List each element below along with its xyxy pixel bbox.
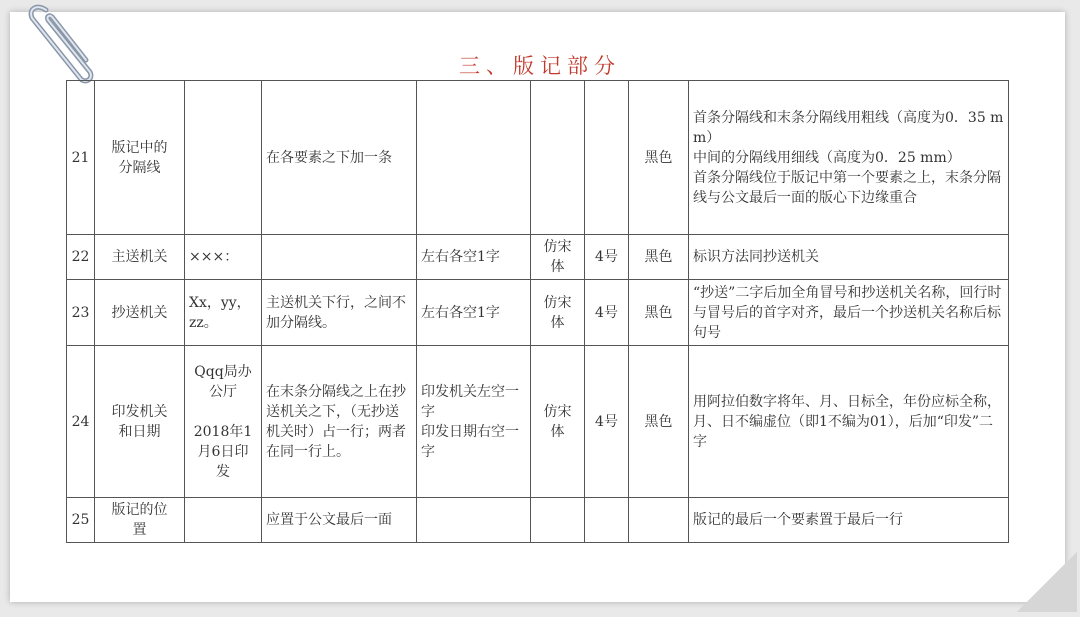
element-name: 版记的位 置 xyxy=(95,498,185,543)
element-note: 首条分隔线和末条分隔线用粗线（高度为0．35 mm） 中间的分隔线用细线（高度为0．25 mm） 首条分隔线位于版记中第一个要素之上，末条分隔线与公文最后一面的版心下边缘重合 xyxy=(689,81,1009,235)
element-margin: 左右各空1字 xyxy=(417,235,531,280)
table-row xyxy=(67,81,1009,235)
element-font: 仿宋 体 xyxy=(531,235,585,280)
element-size: 4号 xyxy=(585,280,629,346)
layout-table xyxy=(66,80,1009,543)
element-note: “抄送”二字后加全角冒号和抄送机关名称，回行时与冒号后的首字对齐，最后一个抄送机关名称后标句号 xyxy=(689,280,1009,346)
element-size xyxy=(585,81,629,235)
row-number: 24 xyxy=(67,346,95,498)
element-sample: Xx，yy， zz。 xyxy=(185,280,262,346)
row-number: 21 xyxy=(67,81,95,235)
element-size: 4号 xyxy=(585,235,629,280)
element-font: 仿宋 体 xyxy=(531,280,585,346)
element-name: 主送机关 xyxy=(95,235,185,280)
element-color: 黑色 xyxy=(629,280,689,346)
row-number: 25 xyxy=(67,498,95,543)
element-sample: Qqq局办 公厅 2018年1 月6日印 发 xyxy=(185,346,262,498)
element-margin: 左右各空1字 xyxy=(417,280,531,346)
element-font xyxy=(531,81,585,235)
element-note: 标识方法同抄送机关 xyxy=(689,235,1009,280)
row-number: 22 xyxy=(67,235,95,280)
row-number: 23 xyxy=(67,280,95,346)
element-position: 在末条分隔线之上在抄送机关之下，（无抄送机关时）占一行；两者在同一行上。 xyxy=(262,346,417,498)
element-color: 黑色 xyxy=(629,346,689,498)
element-position: 主送机关下行，之间不加分隔线。 xyxy=(262,280,417,346)
element-note: 版记的最后一个要素置于最后一行 xyxy=(689,498,1009,543)
element-note: 用阿拉伯数字将年、月、日标全，年份应标全称，月、日不编虚位（即1不编为01），后加“印发”二字 xyxy=(689,346,1009,498)
element-font xyxy=(531,498,585,543)
element-position xyxy=(262,235,417,280)
table-row xyxy=(67,280,1009,346)
element-position: 应置于公文最后一面 xyxy=(262,498,417,543)
element-name: 抄送机关 xyxy=(95,280,185,346)
element-sample xyxy=(185,81,262,235)
table-row xyxy=(67,235,1009,280)
element-sample: ×××： xyxy=(185,235,262,280)
element-margin xyxy=(417,498,531,543)
element-position: 在各要素之下加一条 xyxy=(262,81,417,235)
element-size xyxy=(585,498,629,543)
element-color: 黑色 xyxy=(629,235,689,280)
element-margin xyxy=(417,81,531,235)
element-name: 印发机关 和日期 xyxy=(95,346,185,498)
element-margin: 印发机关左空一字 印发日期右空一字 xyxy=(417,346,531,498)
element-size: 4号 xyxy=(585,346,629,498)
section-title: 三、版记部分 xyxy=(459,54,621,78)
element-name: 版记中的 分隔线 xyxy=(95,81,185,235)
table-row xyxy=(67,346,1009,498)
table-row xyxy=(67,498,1009,543)
element-color xyxy=(629,498,689,543)
element-sample xyxy=(185,498,262,543)
element-color: 黑色 xyxy=(629,81,689,235)
element-font: 仿宋 体 xyxy=(531,346,585,498)
